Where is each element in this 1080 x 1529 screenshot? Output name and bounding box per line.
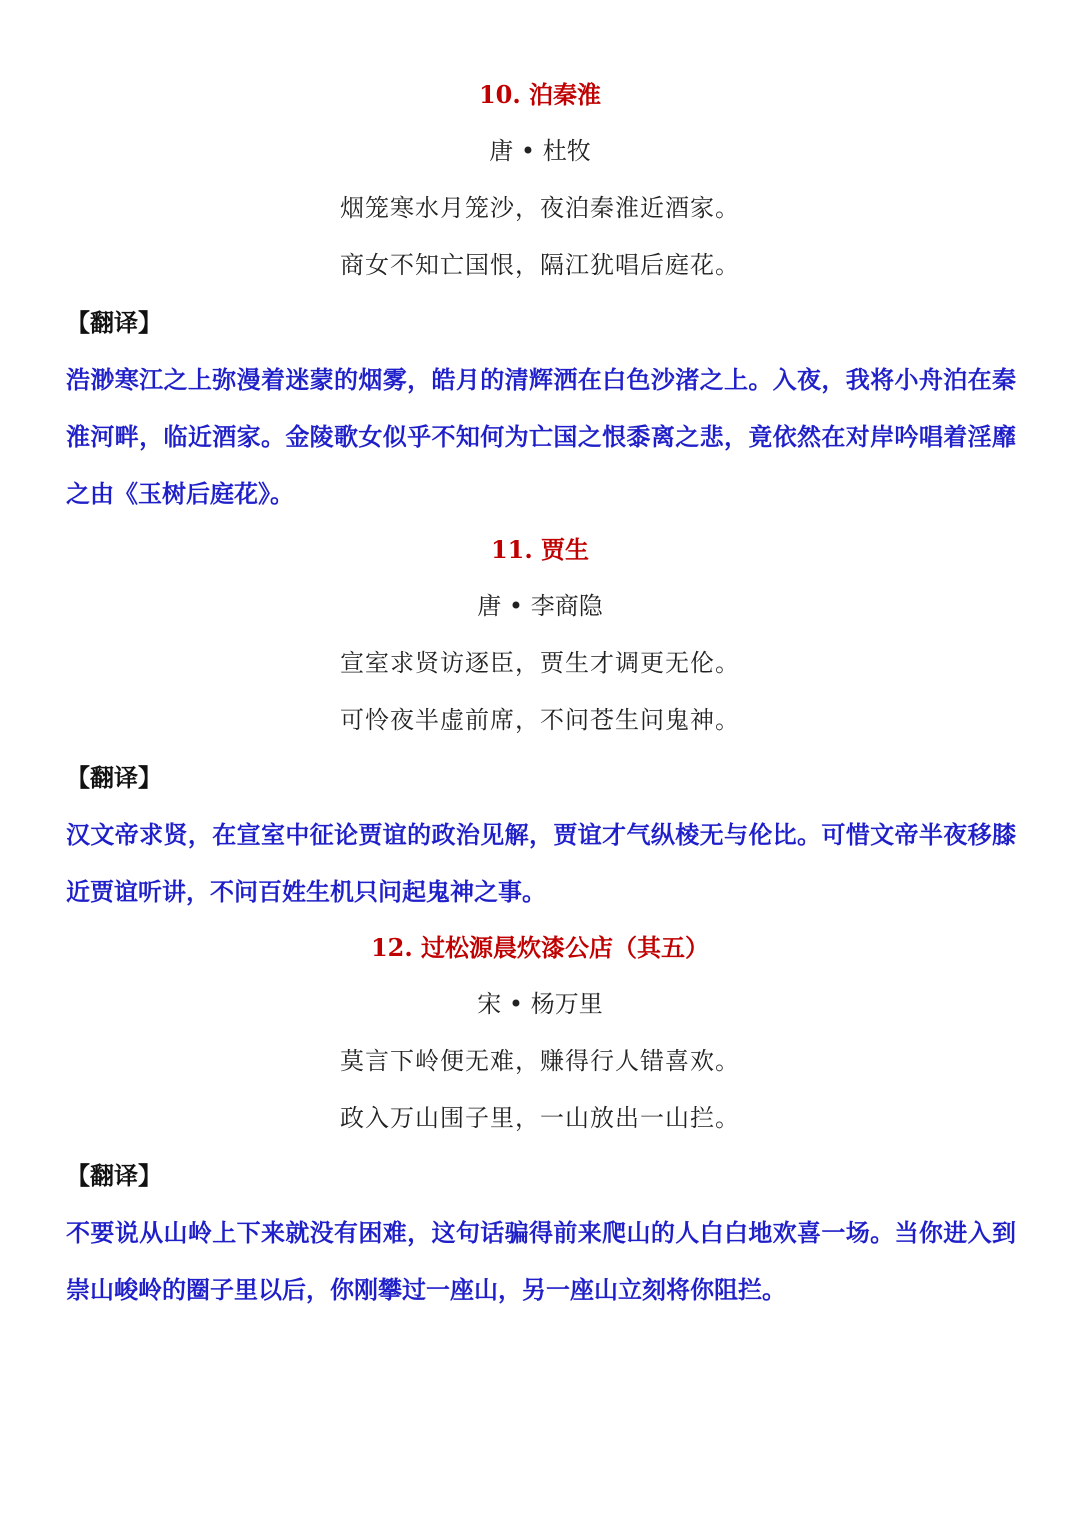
poem-verse-line: 莫言下岭便无难，赚得行人错喜欢。: [340, 1047, 740, 1075]
translation-label: 【翻译】: [66, 308, 162, 337]
translation-text: 浩渺寒江之上弥漫着迷蒙的烟雾，皓月的清辉洒在白色沙渚之上。入夜，我将小舟泊在秦淮河畔，临近酒家。金陵歌女似乎不知何为亡国之恨黍离之悲，竟依然在对岸吟唱着淫靡之由《玉树后庭花》。: [66, 365, 1016, 508]
poem-author: 宋 • 杨万里: [477, 990, 603, 1018]
poem-author: 唐 • 杜牧: [489, 137, 591, 165]
poem-verse-line: 商女不知亡国恨，隔江犹唱后庭花。: [340, 251, 740, 279]
poem-section-10: [0, 66, 1080, 522]
poem-author: 唐 • 李商隐: [477, 592, 603, 620]
poem-verse-line: 可怜夜半虚前席，不问苍生问鬼神。: [340, 706, 740, 734]
translation-label: 【翻译】: [66, 763, 162, 792]
translation-text: 汉文帝求贤，在宣室中征论贾谊的政治见解，贾谊才气纵棱无与伦比。可惜文帝半夜移膝近贾谊听讲，不问百姓生机只问起鬼神之事。: [66, 820, 1016, 906]
poem-title: 11. 贾生: [490, 535, 590, 564]
poem-section-11: [0, 521, 1080, 920]
translation-label: 【翻译】: [66, 1161, 162, 1190]
poem-verse-line: 烟笼寒水月笼沙，夜泊秦淮近酒家。: [340, 194, 740, 222]
translation-text: 不要说从山岭上下来就没有困难，这句话骗得前来爬山的人白白地欢喜一场。当你进入到崇山峻岭的圈子里以后，你刚攀过一座山，另一座山立刻将你阻拦。: [66, 1218, 1016, 1304]
poem-title: 10. 泊秦淮: [478, 80, 602, 109]
poem-verse-line: 政入万山围子里，一山放出一山拦。: [340, 1104, 740, 1132]
poem-section-12: [0, 919, 1080, 1318]
poem-title: 12. 过松源晨炊漆公店（其五）: [370, 933, 710, 962]
poem-verse-line: 宣室求贤访逐臣，贾生才调更无伦。: [340, 649, 740, 677]
